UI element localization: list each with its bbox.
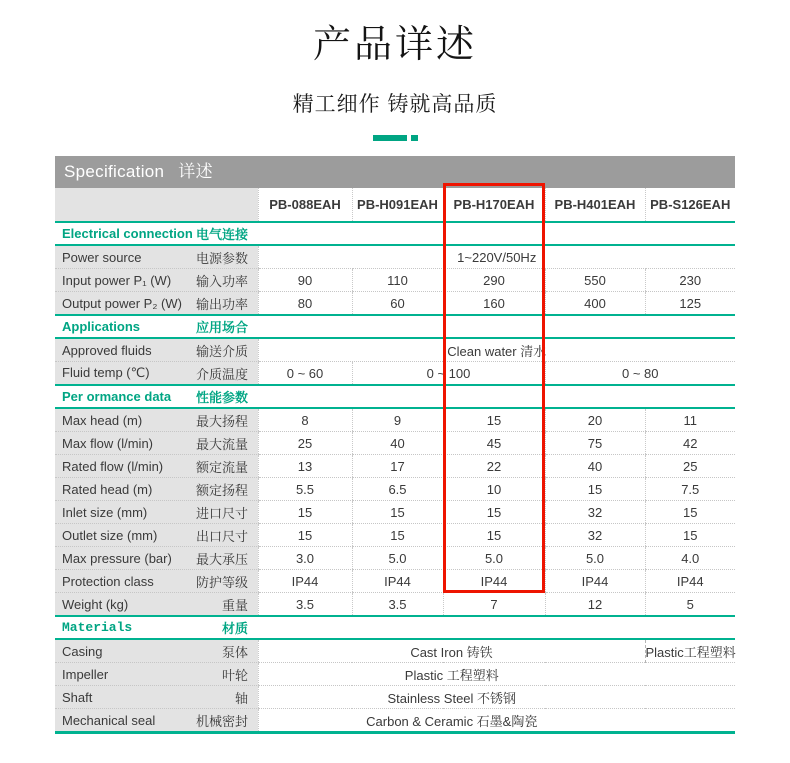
row-label-zh: 输出功率 <box>195 296 248 312</box>
value-cell: 1~220V/50Hz <box>258 245 735 269</box>
section-title-en: Per ormance data <box>62 389 172 404</box>
row-label-cell <box>55 408 258 432</box>
title-decoration <box>0 135 790 141</box>
value-cell: 9 <box>352 408 443 432</box>
row-label-en: Shaft <box>62 689 93 705</box>
value-cell: 110 <box>352 269 443 292</box>
value-cell: 0 ~ 100 <box>352 362 545 386</box>
row-label-zh: 额定扬程 <box>195 482 248 498</box>
table-row <box>55 663 735 686</box>
column-header: PB-H401EAH <box>545 188 645 222</box>
table-row <box>55 432 735 455</box>
value-cell: Stainless Steel 不锈钢 <box>258 686 645 709</box>
value-cell: 6.5 <box>352 478 443 501</box>
specification-titlebar <box>55 156 735 188</box>
value-cell: 125 <box>645 292 735 316</box>
section-header-row <box>55 616 735 639</box>
value-cell: 4.0 <box>645 547 735 570</box>
row-label-cell <box>55 639 258 663</box>
row-label-en: Rated flow (l/min) <box>62 458 164 474</box>
value-cell: 45 <box>443 432 545 455</box>
row-label-zh: 最大流量 <box>195 436 248 452</box>
deco-bar <box>373 135 407 141</box>
specification-title-en: Specification <box>64 162 165 181</box>
row-label-en: Max head (m) <box>62 412 143 428</box>
row-label-en: Weight (kg) <box>62 596 129 612</box>
row-label-cell <box>55 269 258 292</box>
row-label-cell <box>55 524 258 547</box>
row-label-cell <box>55 338 258 362</box>
section-title-zh: 材质 <box>221 621 248 636</box>
table-row <box>55 245 735 269</box>
row-label-zh: 最大承压 <box>195 551 248 567</box>
value-cell: Plastic工程塑料 <box>645 639 735 663</box>
section-title-zh: 电气连接 <box>195 227 248 242</box>
row-label-zh: 电源参数 <box>195 250 248 266</box>
row-label-cell <box>55 432 258 455</box>
value-cell: 12 <box>545 593 645 617</box>
table-row <box>55 570 735 593</box>
page-subtitle: 精工细作 铸就高品质 <box>292 93 498 116</box>
section-title-en: Electrical connection <box>62 226 193 241</box>
table-row <box>55 408 735 432</box>
row-label-en: Approved fluids <box>62 342 152 358</box>
value-cell: 32 <box>545 501 645 524</box>
value-cell: 0 ~ 60 <box>258 362 352 386</box>
row-label-zh: 防护等级 <box>195 574 248 590</box>
value-cell: 160 <box>443 292 545 316</box>
section-title-zh: 性能参数 <box>195 390 248 405</box>
value-cell: 22 <box>443 455 545 478</box>
section-header-row <box>55 315 735 338</box>
value-cell: Cast Iron 铸铁 <box>258 639 645 663</box>
row-label-cell <box>55 593 258 617</box>
value-cell: 5.0 <box>352 547 443 570</box>
row-label-zh: 额定流量 <box>195 459 248 475</box>
row-label-en: Input power P₁ (W) <box>62 272 172 288</box>
section-header-row <box>55 222 735 245</box>
value-cell: 13 <box>258 455 352 478</box>
row-label-en: Protection class <box>62 573 154 589</box>
value-cell: 25 <box>258 432 352 455</box>
value-cell: 17 <box>352 455 443 478</box>
row-label-cell <box>55 686 258 709</box>
value-cell: Clean water 清水 <box>258 338 735 362</box>
table-row <box>55 639 735 663</box>
row-label-zh: 输入功率 <box>195 273 248 289</box>
table-row <box>55 593 735 617</box>
value-cell: 15 <box>258 501 352 524</box>
row-label-zh: 轴 <box>234 690 248 706</box>
row-label-zh: 最大扬程 <box>195 413 248 429</box>
row-label-cell <box>55 245 258 269</box>
value-cell: IP44 <box>258 570 352 593</box>
value-cell: 15 <box>545 478 645 501</box>
value-cell: 7 <box>443 593 545 617</box>
table-row <box>55 292 735 316</box>
value-cell: 90 <box>258 269 352 292</box>
row-label-en: Output power P₂ (W) <box>62 295 182 311</box>
value-cell: 15 <box>645 524 735 547</box>
value-cell: 10 <box>443 478 545 501</box>
row-label-cell <box>55 362 258 386</box>
value-cell: IP44 <box>645 570 735 593</box>
value-cell: 25 <box>645 455 735 478</box>
value-cell: 550 <box>545 269 645 292</box>
row-label-en: Power source <box>62 249 142 265</box>
value-cell: 3.5 <box>352 593 443 617</box>
value-cell: 15 <box>352 501 443 524</box>
table-row <box>55 455 735 478</box>
value-cell: 40 <box>352 432 443 455</box>
value-cell: 15 <box>443 524 545 547</box>
table-row <box>55 709 735 733</box>
value-cell: Plastic 工程塑料 <box>258 663 645 686</box>
deco-square <box>411 135 418 141</box>
row-label-cell <box>55 501 258 524</box>
section-header-row <box>55 385 735 408</box>
value-cell: 60 <box>352 292 443 316</box>
row-label-zh: 重量 <box>221 597 248 613</box>
value-cell <box>645 663 735 686</box>
column-header: PB-H170EAH <box>443 188 545 222</box>
value-cell <box>645 709 735 733</box>
value-cell: 40 <box>545 455 645 478</box>
row-label-zh: 出口尺寸 <box>195 528 248 544</box>
row-label-cell <box>55 663 258 686</box>
row-label-en: Inlet size (mm) <box>62 504 148 520</box>
value-cell: 5.0 <box>545 547 645 570</box>
value-cell: 15 <box>258 524 352 547</box>
section-title-zh: 应用场合 <box>195 320 248 335</box>
value-cell: 11 <box>645 408 735 432</box>
value-cell: 5.5 <box>258 478 352 501</box>
value-cell: 75 <box>545 432 645 455</box>
value-cell: Carbon & Ceramic 石墨&陶瓷 <box>258 709 645 733</box>
value-cell: 32 <box>545 524 645 547</box>
value-cell: IP44 <box>443 570 545 593</box>
column-header: PB-H091EAH <box>352 188 443 222</box>
row-label-cell <box>55 292 258 316</box>
row-label-en: Rated head (m) <box>62 481 153 497</box>
value-cell: 3.5 <box>258 593 352 617</box>
value-cell: 15 <box>645 501 735 524</box>
column-header: PB-S126EAH <box>645 188 735 222</box>
section-title-en: Applications <box>62 319 141 334</box>
row-label-cell <box>55 478 258 501</box>
value-cell <box>645 686 735 709</box>
value-cell: 5 <box>645 593 735 617</box>
row-label-zh: 进口尺寸 <box>195 505 248 521</box>
section-title-en: Materials <box>62 620 133 635</box>
value-cell: IP44 <box>352 570 443 593</box>
row-label-en: Max flow (l/min) <box>62 435 154 451</box>
value-cell: 42 <box>645 432 735 455</box>
table-row <box>55 478 735 501</box>
value-cell: 3.0 <box>258 547 352 570</box>
table-row <box>55 362 735 386</box>
value-cell: 80 <box>258 292 352 316</box>
value-cell: IP44 <box>545 570 645 593</box>
value-cell: 5.0 <box>443 547 545 570</box>
value-cell: 7.5 <box>645 478 735 501</box>
column-header: PB-088EAH <box>258 188 352 222</box>
value-cell: 20 <box>545 408 645 432</box>
row-label-zh: 机械密封 <box>195 713 248 729</box>
row-label-en: Outlet size (mm) <box>62 527 158 543</box>
table-row <box>55 686 735 709</box>
table-row <box>55 524 735 547</box>
table-row <box>55 547 735 570</box>
value-cell: 15 <box>352 524 443 547</box>
value-cell: 8 <box>258 408 352 432</box>
table-row <box>55 269 735 292</box>
table-row <box>55 501 735 524</box>
value-cell: 230 <box>645 269 735 292</box>
column-header-row <box>55 188 735 222</box>
specification-panel <box>55 156 735 734</box>
row-label-cell <box>55 570 258 593</box>
row-label-zh: 泵体 <box>221 644 248 660</box>
row-label-cell <box>55 547 258 570</box>
row-label-zh: 输送介质 <box>195 343 248 359</box>
value-cell: 15 <box>443 408 545 432</box>
value-cell: 15 <box>443 501 545 524</box>
row-label-zh: 介质温度 <box>195 366 248 382</box>
specification-title-zh: 详述 <box>178 162 213 181</box>
row-label-en: Fluid temp (℃) <box>62 365 150 380</box>
row-label-en: Mechanical seal <box>62 712 156 728</box>
page-title: 产品详述 <box>312 24 477 66</box>
row-label-en: Casing <box>62 643 103 659</box>
row-label-zh: 叶轮 <box>221 667 248 683</box>
row-label-en: Impeller <box>62 666 109 682</box>
row-label-en: Max pressure (bar) <box>62 550 172 566</box>
corner-cell <box>55 188 258 222</box>
row-label-cell <box>55 709 258 733</box>
table-row <box>55 338 735 362</box>
specification-table <box>55 188 735 734</box>
value-cell: 290 <box>443 269 545 292</box>
value-cell: 400 <box>545 292 645 316</box>
value-cell: 0 ~ 80 <box>545 362 735 386</box>
row-label-cell <box>55 455 258 478</box>
